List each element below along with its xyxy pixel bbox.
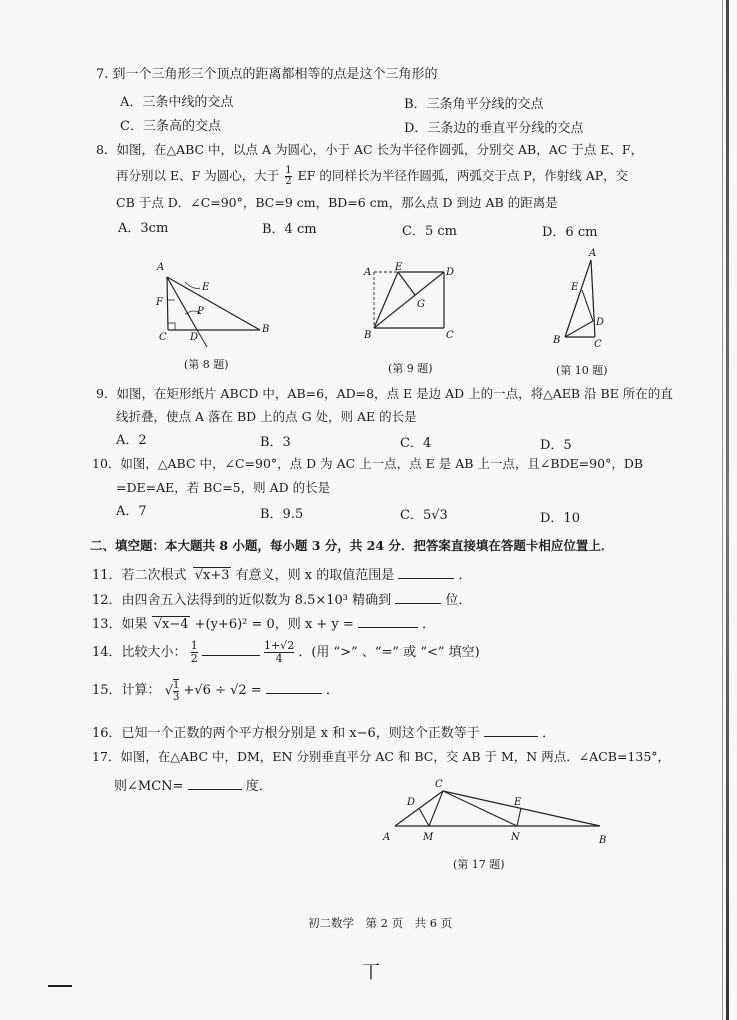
q12 xyxy=(92,588,471,610)
q16-end: ． xyxy=(542,726,556,741)
q15-pre: 15．计算： xyxy=(92,683,161,698)
q15-frac-num: 1 xyxy=(172,679,180,691)
q13-mid: +(y+6)² = 0，则 x + y = xyxy=(194,617,354,632)
q8-option-b: B．4 cm xyxy=(262,222,317,237)
q15-mid: +√6 ÷ √2 = xyxy=(183,683,262,698)
figure-8 xyxy=(145,250,280,350)
q13 xyxy=(92,612,435,634)
q17-line2 xyxy=(114,774,272,796)
q14-fraction-1 xyxy=(191,640,198,665)
fig8-label-c: C xyxy=(159,332,167,343)
q17-line1: 17．如图，在△ABC 中，DM，EN 分别垂直平分 AC 和 BC，交 AB 于 M，N 两点．∠ACB=135°， xyxy=(92,749,671,764)
fig17-label-m: M xyxy=(423,832,434,843)
page-footer: 初二数学 第 2 页 共 6 页 xyxy=(308,916,453,930)
section2-heading: 二、填空题：本大题共 8 小题，每小题 3 分，共 24 分．把答案直接填在答题卡相应位置上． xyxy=(90,538,614,553)
q15 xyxy=(92,678,339,703)
q11 xyxy=(92,563,472,585)
q10-option-b: B．9.5 xyxy=(260,507,304,522)
q13-radical: √x−4 xyxy=(153,617,189,632)
q10-option-c: C．5√3 xyxy=(400,508,448,523)
q9-line2: 线折叠，使点 A 落在 BD 上的点 G 处，则 AE 的长是 xyxy=(116,409,417,424)
q9-option-c: C．4 xyxy=(400,436,432,451)
fig10-label-e: E xyxy=(571,282,579,293)
q14-fraction-2 xyxy=(264,640,294,665)
q16-answer-blank[interactable] xyxy=(484,721,538,737)
fig17-label-a: A xyxy=(383,832,391,843)
fig17-label-n: N xyxy=(511,832,520,843)
q14-f1-den: 2 xyxy=(190,652,198,665)
fig8-label-a: A xyxy=(157,262,165,273)
q8-line2 xyxy=(116,166,628,187)
scan-edge-line xyxy=(722,0,723,1020)
q8-frac-den: 2 xyxy=(285,176,292,187)
q12-pre: 12．由四舍五入法得到的近似数为 8.5×10³ 精确到 xyxy=(92,593,392,608)
q17-line2-pre: 则∠MCN= xyxy=(114,779,184,794)
q17-end: 度． xyxy=(245,779,272,794)
q14-answer-blank[interactable] xyxy=(202,640,260,656)
q10-line1: 10．如图，△ABC 中，∠C=90°，点 D 为 AC 上一点，点 E 是 AB 上一点，且∠BDE=90°，DB xyxy=(92,456,644,471)
q15-answer-blank[interactable] xyxy=(266,678,322,694)
q8-line1: 8．如图，在△ABC 中，以点 A 为圆心，小于 AC 长为半径作圆弧，分别交 AB，AC 于点 E、F， xyxy=(96,142,644,157)
q17-answer-blank[interactable] xyxy=(188,774,242,790)
q11-radical: √x+3 xyxy=(194,568,230,583)
figure-9 xyxy=(360,262,465,347)
q9-option-a: A．2 xyxy=(116,433,147,448)
q14-f1-num: 1 xyxy=(190,639,198,652)
q11-post: 有意义，则 x 的取值范围是 xyxy=(235,568,395,583)
figure-10 xyxy=(545,245,615,355)
q15-radical: √ $\frac{1}{3}$ xyxy=(164,679,180,703)
q8-frac-num: 1 xyxy=(285,165,292,176)
fig9-label-d: D xyxy=(446,267,455,278)
q7-option-d: D．三条边的垂直平分线的交点 xyxy=(404,121,584,136)
fig9-label-g: G xyxy=(417,299,425,310)
fig9-label-a: A xyxy=(364,267,372,278)
q9-option-b: B．3 xyxy=(260,435,291,450)
q12-end: 位． xyxy=(445,593,472,608)
q8-line3: CB 于点 D．∠C=90°，BC=9 cm，BD=6 cm，那么点 D 到边 AB 的距离是 xyxy=(116,195,558,210)
fig17-label-d: D xyxy=(407,797,416,808)
fig8-label-b: B xyxy=(262,324,270,335)
fig8-label-e: E xyxy=(202,282,210,293)
q13-end: ． xyxy=(422,617,436,632)
q11-radicand: x+3 xyxy=(202,568,230,583)
q15-frac-den: 3 xyxy=(172,691,180,703)
fig17-label-c: C xyxy=(435,779,443,790)
q13-answer-blank[interactable] xyxy=(358,612,418,628)
fig8-caption: (第 8 题) xyxy=(184,358,229,371)
fig9-label-c: C xyxy=(446,330,454,341)
bottom-mark: 丅 xyxy=(362,962,380,983)
q8-option-c: C．5 cm xyxy=(402,224,457,239)
corner-dash xyxy=(48,985,72,987)
fig10-label-b: B xyxy=(553,335,561,346)
q14-f2-num: 1+√2 xyxy=(263,639,295,652)
scan-edge-shadow xyxy=(726,0,729,1020)
q7-option-a: A．三条中线的交点 xyxy=(120,95,234,110)
q10-option-d: D．10 xyxy=(540,511,580,526)
figure-17 xyxy=(375,775,615,850)
q8-option-d: D．6 cm xyxy=(542,225,598,240)
q8-line2b: EF 的同样长为半径作圆弧，两弧交于点 P，作射线 AP，交 xyxy=(297,168,629,183)
fig9-caption: (第 9 题) xyxy=(388,362,433,375)
q14-f2-den: 4 xyxy=(275,652,283,665)
q10-line2: =DE=AE，若 BC=5，则 AD 的长是 xyxy=(116,480,331,495)
q7-option-c: C．三条高的交点 xyxy=(120,119,221,134)
q16 xyxy=(92,721,555,743)
fig17-caption: (第 17 题) xyxy=(453,858,505,871)
q12-answer-blank[interactable] xyxy=(395,588,441,604)
q13-pre: 13．如果 xyxy=(92,617,148,632)
q9-option-d: D．5 xyxy=(540,438,572,453)
q10-option-a: A．7 xyxy=(116,504,147,519)
fig9-label-e: E xyxy=(395,262,403,273)
q8-line2a: 再分别以 E、F 为圆心，大于 xyxy=(116,168,280,183)
fig17-label-b: B xyxy=(599,835,607,846)
fig8-label-p: P xyxy=(197,306,204,317)
fig10-label-d: D xyxy=(596,317,605,328)
fig9-label-b: B xyxy=(364,330,372,341)
q11-pre: 11．若二次根式 xyxy=(92,568,187,583)
q16-pre: 16．已知一个正数的两个平方根分别是 x 和 x−6，则这个正数等于 xyxy=(92,726,480,741)
q15-end: ． xyxy=(325,683,339,698)
fig17-label-e: E xyxy=(514,797,522,808)
q11-end: ． xyxy=(458,568,472,583)
q13-radicand: x−4 xyxy=(161,617,189,632)
q8-option-a: A．3cm xyxy=(118,221,169,236)
q11-answer-blank[interactable] xyxy=(398,563,454,579)
q14-pre: 14．比较大小： xyxy=(92,645,187,660)
fig8-label-d: D xyxy=(190,332,199,343)
q14 xyxy=(92,640,480,665)
q14-end: ．(用 “>” 、“=” 或 “<” 填空) xyxy=(298,645,480,660)
q9-line1: 9．如图，在矩形纸片 ABCD 中，AB=6，AD=8，点 E 是边 AD 上的一点，将△AEB 沿 BE 所在的直 xyxy=(96,386,673,401)
fig10-label-c: C xyxy=(594,339,602,350)
q7-option-b: B．三条角平分线的交点 xyxy=(404,97,544,112)
q7-stem: 7. 到一个三角形三个顶点的距离都相等的点是这个三角形的 xyxy=(96,67,438,82)
q8-fraction xyxy=(285,166,291,187)
fig10-caption: (第 10 题) xyxy=(556,364,608,377)
fig10-label-a: A xyxy=(589,248,597,259)
fig8-label-f: F xyxy=(156,297,163,308)
